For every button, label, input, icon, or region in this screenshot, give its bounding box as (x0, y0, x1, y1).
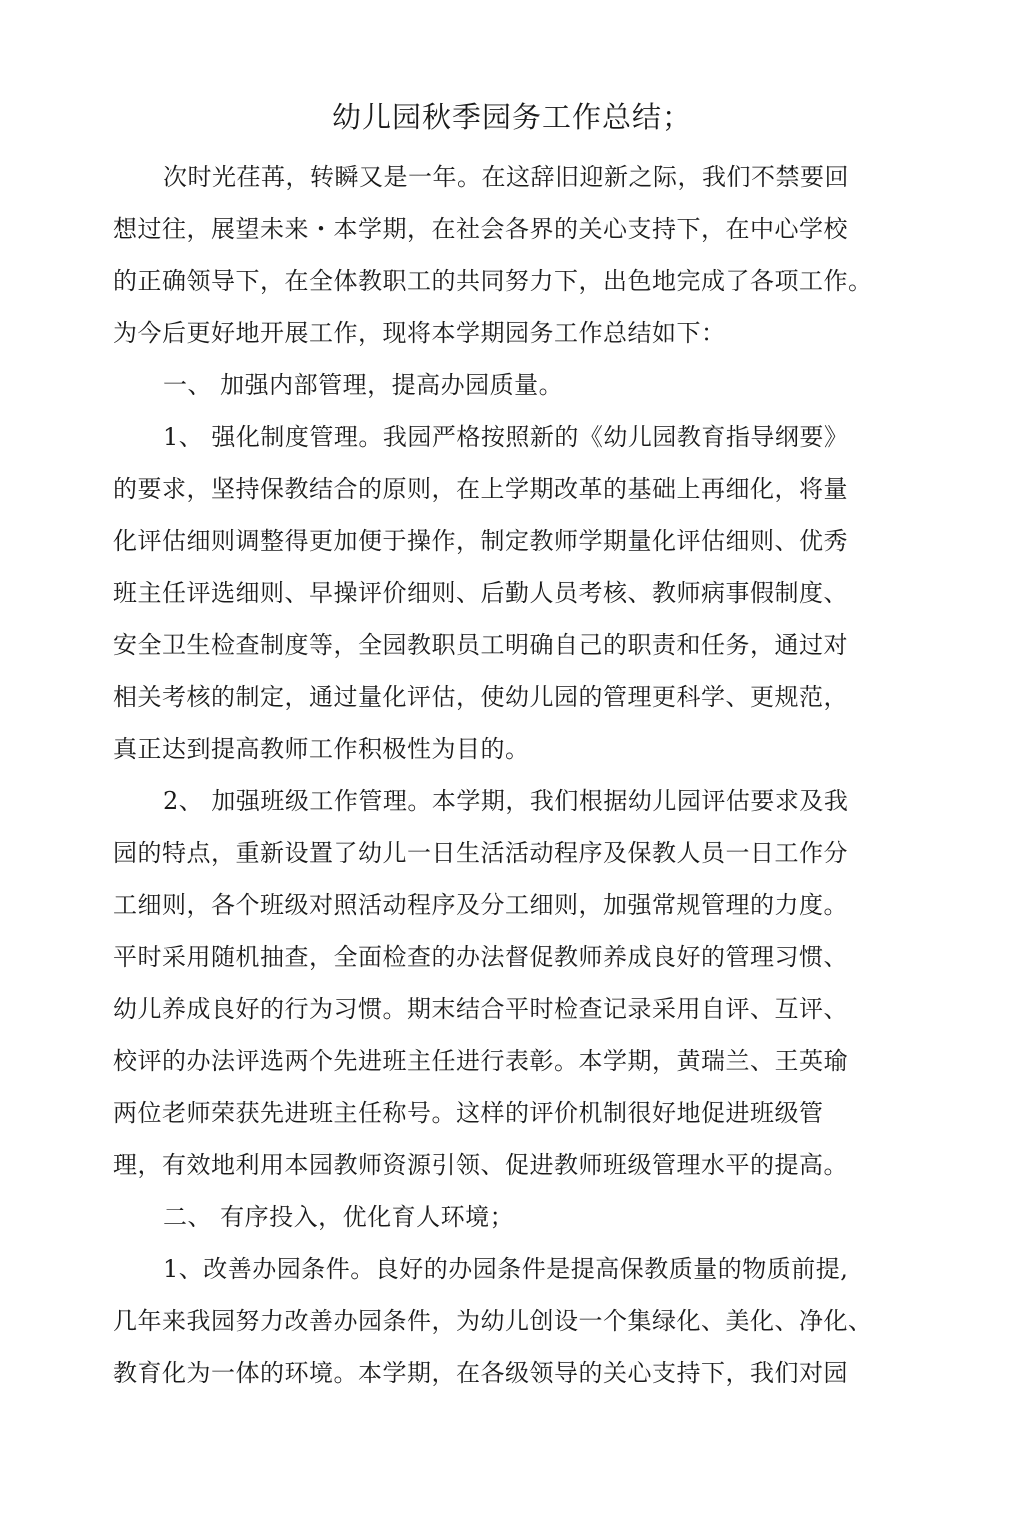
text-line: 1、改善办园条件。良好的办园条件是提高保教质量的物质前提, (163, 1255, 849, 1283)
text-line: 安全卫生检查制度等，全园教职员工明确自己的职责和任务，通过对 (113, 631, 848, 659)
text-line: 次时光荏苒，转瞬又是一年。在这辞旧迎新之际，我们不禁要回 (163, 163, 849, 191)
text-line: 校评的办法评选两个先进班主任进行表彰。本学期，黄瑞兰、王英瑜 (113, 1047, 848, 1075)
text-line: 几年来我园努力改善办园条件，为幼儿创设一个集绿化、美化、净化、 (113, 1307, 873, 1335)
text-line: 真正达到提高教师工作积极性为目的。 (113, 735, 530, 763)
text-line: 的要求，坚持保教结合的原则，在上学期改革的基础上再细化，将量 (113, 475, 848, 503)
text-line: 平时采用随机抽查，全面检查的办法督促教师养成良好的管理习惯、 (113, 943, 848, 971)
text-line: 1、 强化制度管理。我园严格按照新的《幼儿园教育指导纲要》 (163, 423, 849, 451)
text-line: 两位老师荣获先进班主任称号。这样的评价机制很好地促进班级管 (113, 1099, 824, 1127)
text-line: 幼儿养成良好的行为习惯。期末结合平时检查记录采用自评、互评、 (113, 995, 848, 1023)
text-line: 想过往，展望未来・本学期，在社会各界的关心支持下，在中心学校 (113, 215, 848, 243)
text-line: 2、 加强班级工作管理。本学期，我们根据幼儿园评估要求及我 (163, 787, 849, 815)
page-title: 幼儿园秋季园务工作总结； (331, 100, 692, 134)
text-line: 园的特点，重新设置了幼儿一日生活活动程序及保教人员一日工作分 (113, 839, 848, 867)
section-heading: 二、 有序投入，优化育人环境； (163, 1203, 515, 1231)
text-line: 化评估细则调整得更加便于操作，制定教师学期量化评估细则、优秀 (113, 527, 848, 555)
text-line: 工细则，各个班级对照活动程序及分工细则，加强常规管理的力度。 (113, 891, 848, 919)
text-line: 理，有效地利用本园教师资源引领、促进教师班级管理水平的提高。 (113, 1151, 848, 1179)
text-line: 相关考核的制定，通过量化评估，使幼儿园的管理更科学、更规范， (113, 683, 848, 711)
text-line: 为今后更好地开展工作，现将本学期园务工作总结如下： (113, 319, 726, 347)
text-line: 班主任评选细则、早操评价细则、后勤人员考核、教师病事假制度、 (113, 579, 848, 607)
section-heading: 一、 加强内部管理，提高办园质量。 (163, 371, 564, 399)
text-line: 教育化为一体的环境。本学期，在各级领导的关心支持下，我们对园 (113, 1359, 848, 1387)
text-line: 的正确领导下，在全体教职工的共同努力下，出色地完成了各项工作。 (113, 267, 873, 295)
